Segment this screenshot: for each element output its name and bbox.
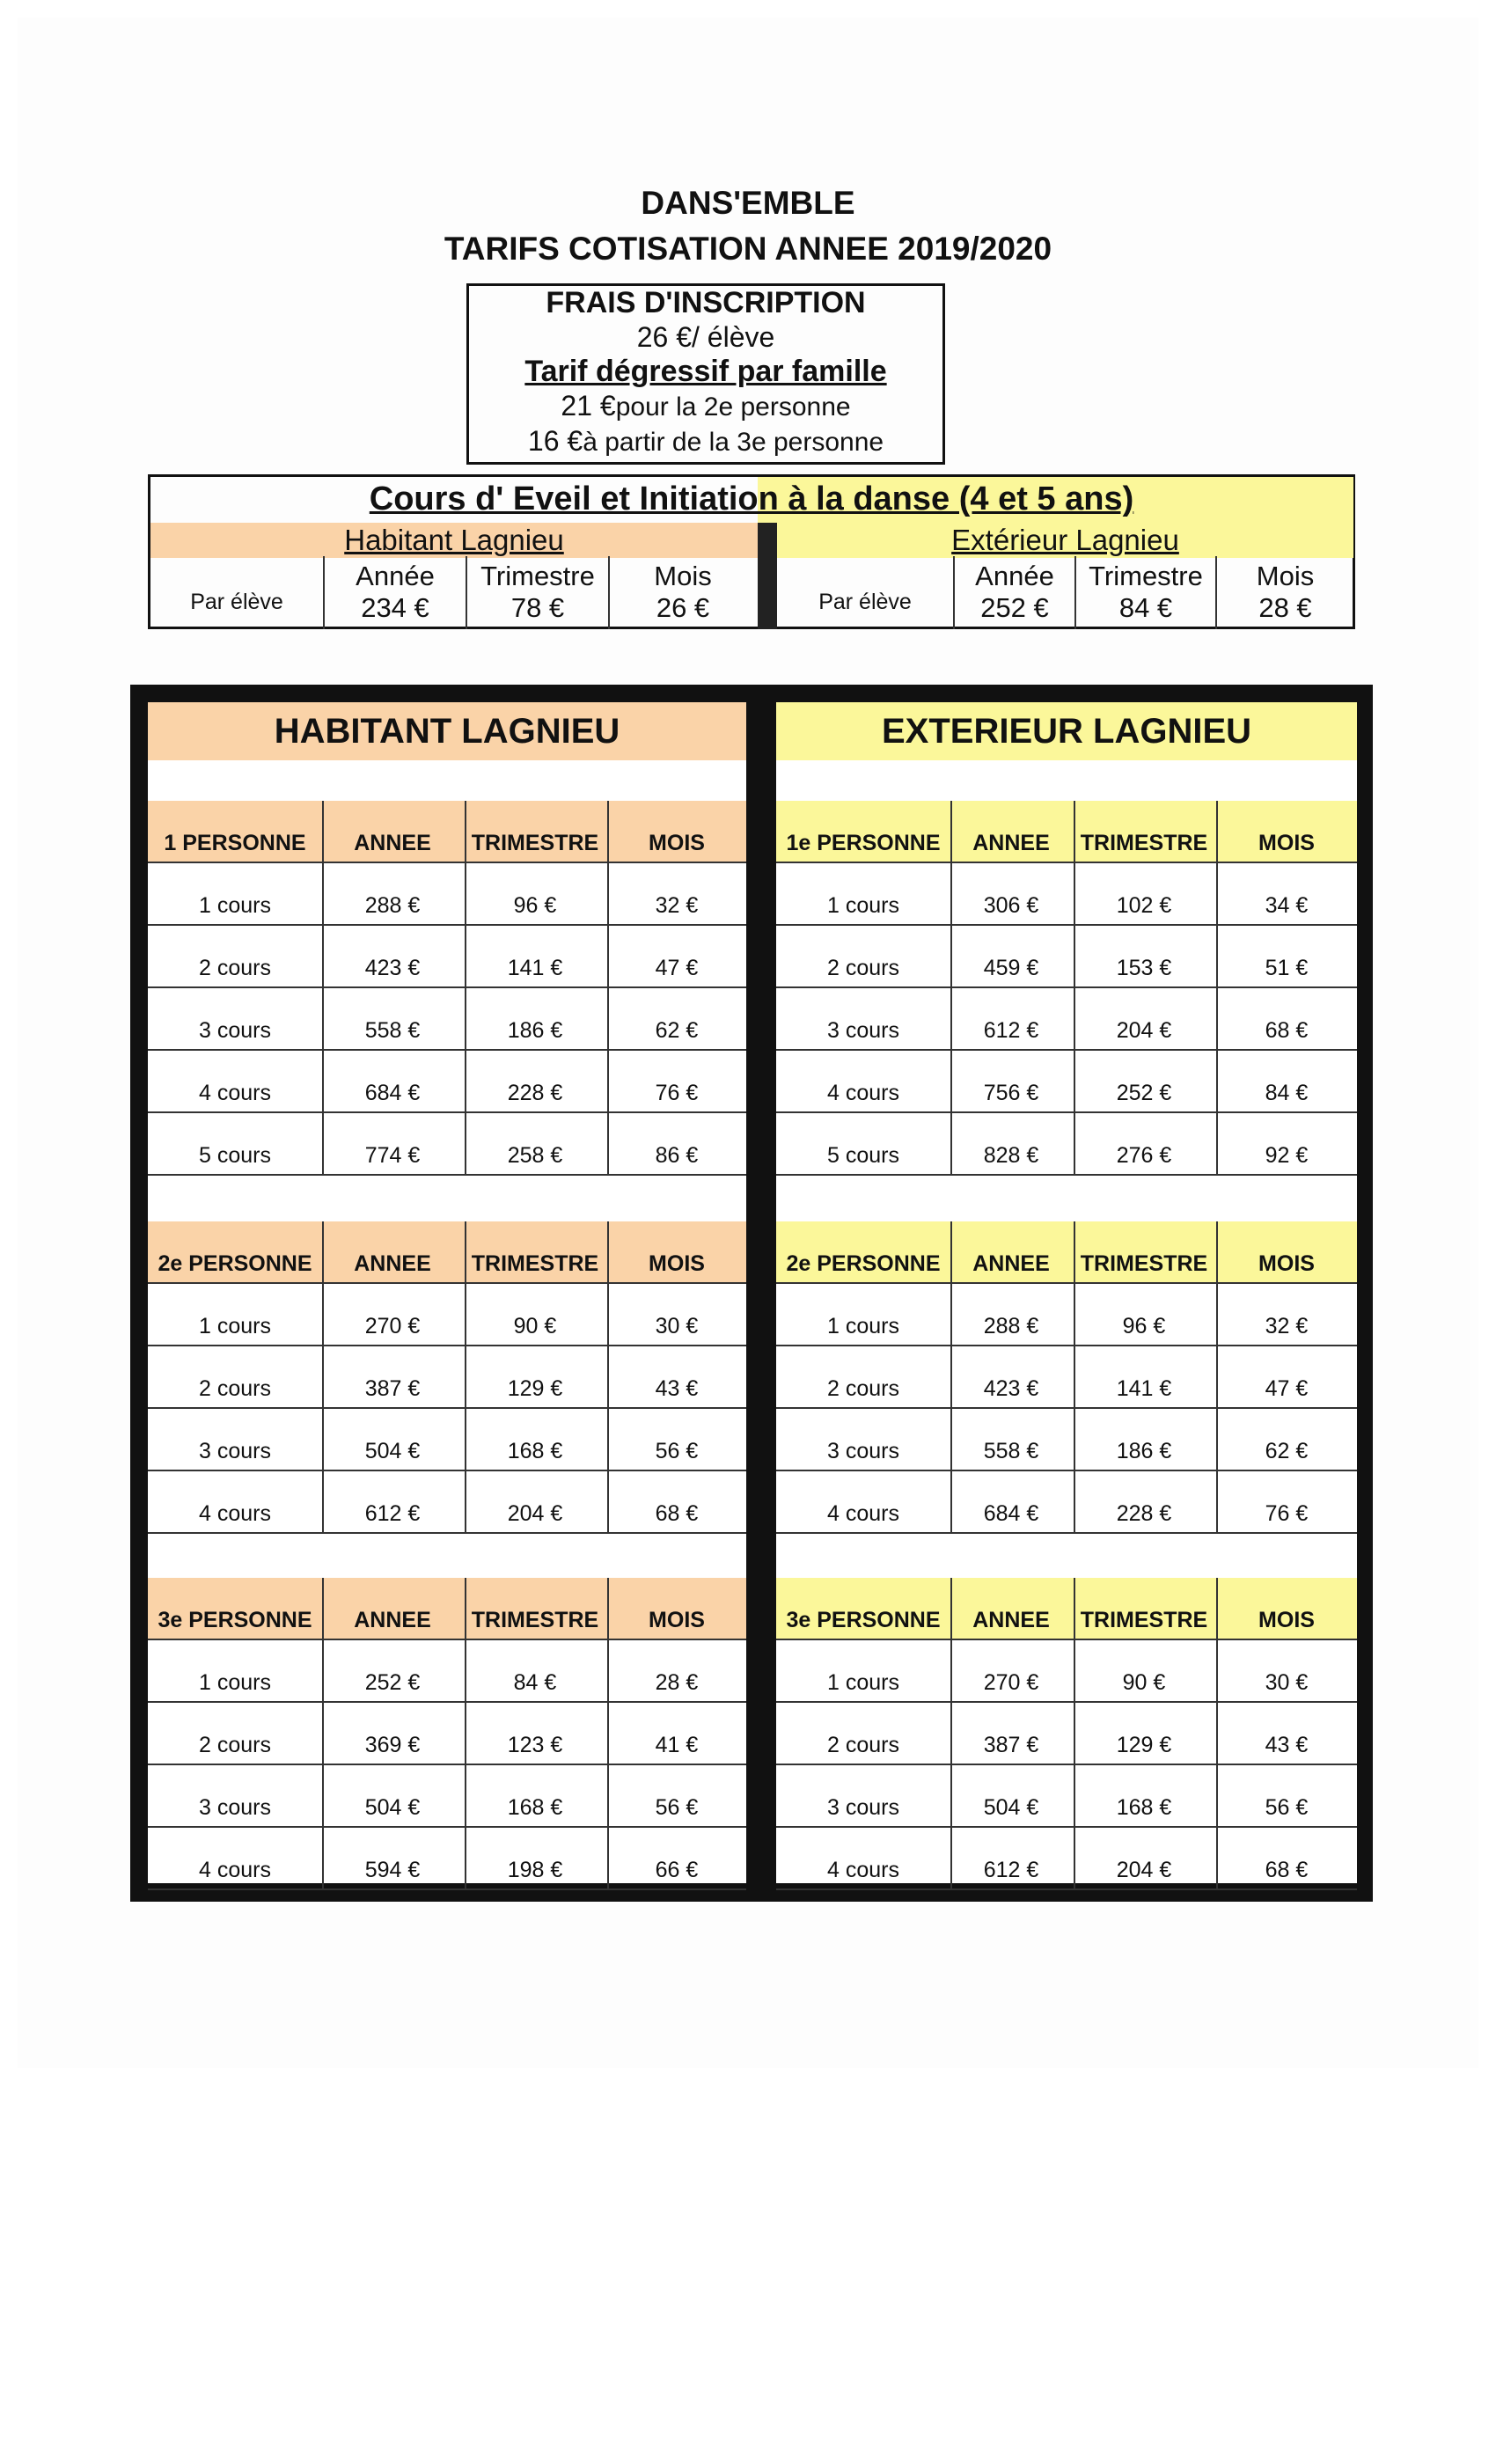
table-row <box>776 1828 1357 1890</box>
exterieur-panel <box>776 702 1357 1883</box>
table-row <box>776 1113 1357 1176</box>
table-row <box>148 1828 746 1890</box>
table-row <box>776 988 1357 1051</box>
table-cell: 204 € <box>1116 1858 1172 1882</box>
column-header: MOIS <box>649 1608 705 1632</box>
table-cell: 68 € <box>1265 1858 1309 1882</box>
table-cell: 1 cours <box>827 893 899 918</box>
table-cell: 270 € <box>364 1314 421 1338</box>
column-header: ANNEE <box>972 831 1050 855</box>
table-row <box>776 1765 1357 1828</box>
table-row <box>776 1409 1357 1471</box>
eveil-table <box>148 474 1355 629</box>
column-header: TRIMESTRE <box>471 1251 599 1276</box>
table-cell: 4 cours <box>827 1501 899 1526</box>
column-header: TRIMESTRE <box>1080 1251 1208 1276</box>
table-cell: 68 € <box>655 1501 699 1526</box>
table-row <box>776 1346 1357 1409</box>
column-line <box>322 1578 324 1890</box>
column-line <box>465 1578 466 1890</box>
column-header: MOIS <box>1258 1251 1315 1276</box>
table-header-row <box>148 1578 746 1640</box>
column-line <box>950 1578 952 1890</box>
column-line <box>607 1578 609 1890</box>
column-line <box>1216 801 1218 1176</box>
table-cell: 66 € <box>655 1858 699 1882</box>
table-cell: 5 cours <box>827 1143 899 1168</box>
table-cell: 252 € <box>1116 1081 1172 1105</box>
column-header: ANNEE <box>972 1251 1050 1276</box>
table-cell: 43 € <box>1265 1733 1309 1757</box>
table-cell: 204 € <box>507 1501 563 1526</box>
habitant-section-3 <box>148 1578 746 1890</box>
table-cell: 2 cours <box>827 1733 899 1757</box>
table-cell: 168 € <box>507 1795 563 1820</box>
table-cell: 4 cours <box>827 1081 899 1105</box>
table-row <box>148 863 746 926</box>
table-row <box>148 1346 746 1409</box>
table-cell: 612 € <box>983 1018 1039 1043</box>
table-row <box>148 1409 746 1471</box>
table-row <box>148 1703 746 1765</box>
eveil-habitant-row-label: Par élève <box>190 590 283 614</box>
table-cell: 1 cours <box>827 1670 899 1695</box>
table-cell: 1 cours <box>827 1314 899 1338</box>
eveil-exterieur-annee-value: 252 € <box>980 592 1049 623</box>
second-person-text: pour la 2e personne <box>615 392 851 422</box>
document-title: DANS'EMBLE <box>641 185 855 221</box>
table-header-row <box>776 1221 1357 1284</box>
table-cell: 51 € <box>1265 956 1309 980</box>
inscription-price: 26 €/ élève <box>636 321 775 353</box>
column-header: TRIMESTRE <box>471 831 599 855</box>
table-cell: 198 € <box>507 1858 563 1882</box>
table-cell: 141 € <box>1116 1376 1172 1401</box>
table-cell: 3 cours <box>199 1439 271 1463</box>
eveil-habitant-trimestre-value: 78 € <box>510 592 565 623</box>
table-cell: 558 € <box>364 1018 421 1043</box>
table-cell: 774 € <box>364 1143 421 1168</box>
table-cell: 3 cours <box>827 1439 899 1463</box>
table-cell: 306 € <box>983 893 1039 918</box>
exterieur-section-2 <box>776 1221 1357 1534</box>
table-cell: 68 € <box>1265 1018 1309 1043</box>
table-cell: 62 € <box>655 1018 699 1043</box>
table-cell: 76 € <box>655 1081 699 1105</box>
table-cell: 3 cours <box>199 1795 271 1820</box>
table-row <box>776 1284 1357 1346</box>
table-cell: 423 € <box>364 956 421 980</box>
table-cell: 288 € <box>983 1314 1039 1338</box>
table-row <box>776 1640 1357 1703</box>
table-row <box>148 1765 746 1828</box>
table-cell: 756 € <box>983 1081 1039 1105</box>
table-cell: 30 € <box>655 1314 699 1338</box>
exterieur-section-3 <box>776 1578 1357 1890</box>
table-cell: 2 cours <box>199 956 271 980</box>
table-row <box>776 1471 1357 1534</box>
column-header: TRIMESTRE <box>1080 1608 1208 1632</box>
column-line <box>1216 1221 1218 1534</box>
table-cell: 369 € <box>364 1733 421 1757</box>
column-line <box>322 1221 324 1534</box>
table-cell: 96 € <box>1122 1314 1166 1338</box>
table-cell: 32 € <box>1265 1314 1309 1338</box>
table-row <box>776 1703 1357 1765</box>
table-cell: 558 € <box>983 1439 1039 1463</box>
column-header: ANNEE <box>972 1608 1050 1632</box>
table-row <box>148 988 746 1051</box>
table-cell: 684 € <box>983 1501 1039 1526</box>
table-row <box>776 1051 1357 1113</box>
table-cell: 2 cours <box>827 1376 899 1401</box>
tarifs-grid <box>130 685 1373 1902</box>
table-cell: 459 € <box>983 956 1039 980</box>
third-person-text: à partir de la 3e personne <box>583 428 884 457</box>
table-cell: 90 € <box>513 1314 557 1338</box>
table-cell: 90 € <box>1122 1670 1166 1695</box>
column-line <box>950 1221 952 1534</box>
table-cell: 30 € <box>1265 1670 1309 1695</box>
table-cell: 32 € <box>655 893 699 918</box>
table-cell: 43 € <box>655 1376 699 1401</box>
table-row <box>148 1471 746 1534</box>
table-cell: 129 € <box>1116 1733 1172 1757</box>
table-cell: 204 € <box>1116 1018 1172 1043</box>
table-cell: 153 € <box>1116 956 1172 980</box>
table-cell: 86 € <box>655 1143 699 1168</box>
table-cell: 4 cours <box>827 1858 899 1882</box>
table-cell: 387 € <box>364 1376 421 1401</box>
column-header: 2e PERSONNE <box>786 1251 941 1276</box>
table-cell: 228 € <box>507 1081 563 1105</box>
column-header: MOIS <box>649 831 705 855</box>
table-cell: 684 € <box>364 1081 421 1105</box>
table-cell: 288 € <box>364 893 421 918</box>
eveil-header <box>150 477 1353 523</box>
eveil-exterieur-trimestre-value: 84 € <box>1118 592 1173 623</box>
table-cell: 5 cours <box>199 1143 271 1168</box>
third-person-rate <box>469 424 942 459</box>
eveil-exterieur-mois-header: Mois <box>1256 561 1315 591</box>
table-cell: 47 € <box>655 956 699 980</box>
eveil-divider <box>758 523 777 629</box>
table-cell: 186 € <box>507 1018 563 1043</box>
table-cell: 96 € <box>513 893 557 918</box>
table-cell: 4 cours <box>199 1858 271 1882</box>
column-line <box>1074 1578 1075 1890</box>
column-header: ANNEE <box>354 831 431 855</box>
eveil-habitant-trimestre-header: Trimestre <box>480 561 595 591</box>
table-row <box>776 863 1357 926</box>
table-header-row <box>776 801 1357 863</box>
column-header: MOIS <box>1258 831 1315 855</box>
table-cell: 168 € <box>507 1439 563 1463</box>
table-header-row <box>148 1221 746 1284</box>
column-header: 1e PERSONNE <box>786 831 941 855</box>
eveil-title: Cours d' Eveil et Initiation à la danse (4 et 5 ans) <box>369 480 1134 517</box>
family-discount-heading: Tarif dégressif par famille <box>524 355 887 388</box>
column-line <box>322 801 324 1176</box>
table-cell: 2 cours <box>199 1376 271 1401</box>
table-cell: 56 € <box>655 1439 699 1463</box>
table-cell: 258 € <box>507 1143 563 1168</box>
column-header: 1 PERSONNE <box>164 831 306 855</box>
eveil-habitant-label: Habitant Lagnieu <box>150 523 758 558</box>
table-cell: 3 cours <box>199 1018 271 1043</box>
table-cell: 828 € <box>983 1143 1039 1168</box>
table-header-row <box>148 801 746 863</box>
table-cell: 612 € <box>364 1501 421 1526</box>
table-cell: 1 cours <box>199 1670 271 1695</box>
table-cell: 1 cours <box>199 1314 271 1338</box>
habitant-panel <box>148 702 746 1883</box>
habitant-title: HABITANT LAGNIEU <box>148 702 746 760</box>
table-cell: 1 cours <box>199 893 271 918</box>
eveil-exterieur-trimestre-header: Trimestre <box>1089 561 1203 591</box>
eveil-habitant-mois-value: 26 € <box>656 592 710 623</box>
column-header: 2e PERSONNE <box>158 1251 312 1276</box>
table-cell: 76 € <box>1265 1501 1309 1526</box>
table-cell: 270 € <box>983 1670 1039 1695</box>
table-cell: 62 € <box>1265 1439 1309 1463</box>
table-cell: 129 € <box>507 1376 563 1401</box>
column-line <box>465 801 466 1176</box>
table-row <box>148 1640 746 1703</box>
column-line <box>607 1221 609 1534</box>
habitant-section-2 <box>148 1221 746 1534</box>
table-cell: 186 € <box>1116 1439 1172 1463</box>
eveil-exterieur-label: Extérieur Lagnieu <box>777 523 1353 558</box>
table-cell: 276 € <box>1116 1143 1172 1168</box>
eveil-habitant-annee-value: 234 € <box>361 592 429 623</box>
column-line <box>465 1221 466 1534</box>
table-row <box>776 926 1357 988</box>
table-row <box>148 926 746 988</box>
eveil-exterieur-mois-value: 28 € <box>1258 592 1312 623</box>
column-header: 3e PERSONNE <box>786 1608 941 1632</box>
table-cell: 504 € <box>364 1439 421 1463</box>
column-line <box>950 801 952 1176</box>
table-cell: 141 € <box>507 956 563 980</box>
table-row <box>148 1051 746 1113</box>
second-person-rate <box>469 389 942 424</box>
table-header-row <box>776 1578 1357 1640</box>
table-cell: 3 cours <box>827 1018 899 1043</box>
document-subtitle: TARIFS COTISATION ANNEE 2019/2020 <box>444 231 1052 267</box>
table-row <box>148 1284 746 1346</box>
eveil-habitant-annee-header: Année <box>356 561 435 591</box>
table-cell: 56 € <box>655 1795 699 1820</box>
table-cell: 4 cours <box>199 1501 271 1526</box>
table-cell: 423 € <box>983 1376 1039 1401</box>
table-cell: 84 € <box>1265 1081 1309 1105</box>
table-cell: 102 € <box>1116 893 1172 918</box>
table-cell: 41 € <box>655 1733 699 1757</box>
column-header: TRIMESTRE <box>1080 831 1208 855</box>
inscription-heading: FRAIS D'INSCRIPTION <box>546 286 866 319</box>
second-person-price: 21 € <box>561 390 616 422</box>
column-header: MOIS <box>1258 1608 1315 1632</box>
column-header: MOIS <box>649 1251 705 1276</box>
column-header: ANNEE <box>354 1251 431 1276</box>
column-header: 3e PERSONNE <box>158 1608 312 1632</box>
table-cell: 228 € <box>1116 1501 1172 1526</box>
table-cell: 34 € <box>1265 893 1309 918</box>
eveil-habitant-mois-header: Mois <box>654 561 712 591</box>
table-cell: 2 cours <box>827 956 899 980</box>
column-line <box>607 801 609 1176</box>
inscription-box <box>466 283 945 465</box>
table-cell: 47 € <box>1265 1376 1309 1401</box>
eveil-exterieur-annee-header: Année <box>975 561 1054 591</box>
table-row <box>148 1113 746 1176</box>
column-header: ANNEE <box>354 1608 431 1632</box>
table-cell: 387 € <box>983 1733 1039 1757</box>
column-line <box>1216 1578 1218 1890</box>
table-cell: 504 € <box>983 1795 1039 1820</box>
habitant-section-1 <box>148 801 746 1176</box>
table-cell: 612 € <box>983 1858 1039 1882</box>
table-cell: 594 € <box>364 1858 421 1882</box>
table-cell: 3 cours <box>827 1795 899 1820</box>
column-line <box>1074 801 1075 1176</box>
table-cell: 504 € <box>364 1795 421 1820</box>
exterieur-section-1 <box>776 801 1357 1176</box>
table-cell: 123 € <box>507 1733 563 1757</box>
table-cell: 2 cours <box>199 1733 271 1757</box>
third-person-price: 16 € <box>527 425 583 457</box>
eveil-exterieur-row-label: Par élève <box>818 590 912 614</box>
table-cell: 92 € <box>1265 1143 1309 1168</box>
table-cell: 252 € <box>364 1670 421 1695</box>
table-cell: 84 € <box>513 1670 557 1695</box>
table-cell: 56 € <box>1265 1795 1309 1820</box>
column-header: TRIMESTRE <box>471 1608 599 1632</box>
table-cell: 168 € <box>1116 1795 1172 1820</box>
table-cell: 4 cours <box>199 1081 271 1105</box>
exterieur-title: EXTERIEUR LAGNIEU <box>776 702 1357 760</box>
table-cell: 28 € <box>655 1670 699 1695</box>
column-line <box>1074 1221 1075 1534</box>
